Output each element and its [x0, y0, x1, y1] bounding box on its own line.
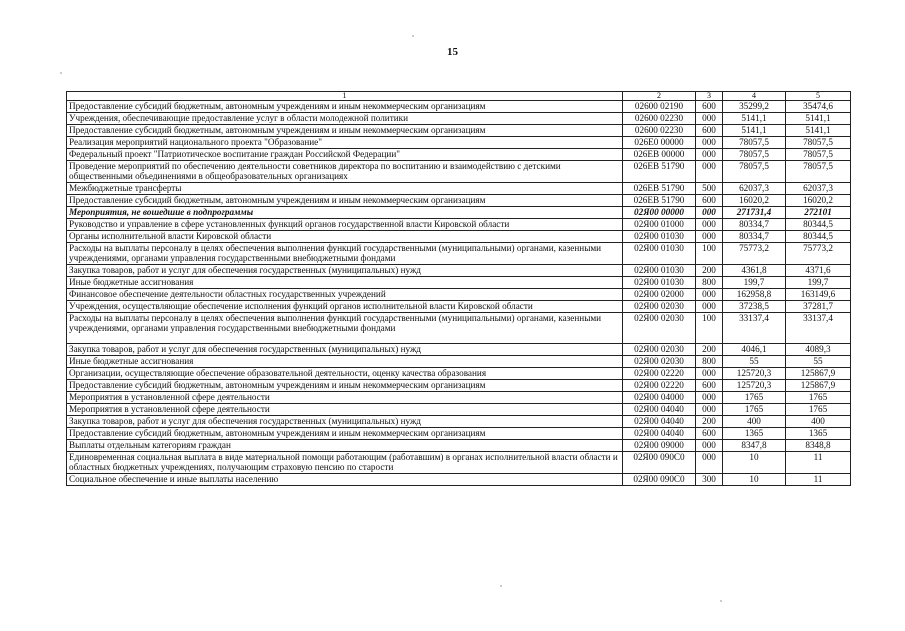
cell-y1: 75773,2 [723, 243, 786, 265]
cell-code: 02Я00 02030 [623, 344, 696, 356]
cell-name: Финансовое обеспечение деятельности областных государственных учреждений [67, 289, 623, 301]
budget-table [66, 91, 851, 486]
table-row [67, 380, 851, 392]
table-row [67, 301, 851, 313]
cell-y2: 80344,5 [786, 219, 851, 231]
table-row [67, 416, 851, 428]
table-row [67, 356, 851, 368]
cell-vr: 000 [696, 137, 723, 149]
cell-vr: 000 [696, 404, 723, 416]
table-row [67, 195, 851, 207]
table-row [67, 243, 851, 265]
scan-speck [412, 35, 414, 37]
cell-code: 026ЕВ 00000 [623, 149, 696, 161]
cell-code: 02Я00 090С0 [623, 474, 696, 486]
cell-vr: 200 [696, 344, 723, 356]
cell-name: Предоставление субсидий бюджетным, автономным учреждениям и иным некоммерческим организациям [67, 428, 623, 440]
cell-vr: 000 [696, 219, 723, 231]
cell-code: 02Я00 04040 [623, 416, 696, 428]
cell-y2: 125867,9 [786, 380, 851, 392]
cell-name: Расходы на выплаты персоналу в целях обеспечения выполнения функций государственными (муниципальными) органами, казенными учреждениями, органами управления государственными внебюджетными фондами [67, 243, 623, 265]
cell-y1: 125720,3 [723, 380, 786, 392]
cell-vr: 200 [696, 265, 723, 277]
table-row [67, 404, 851, 416]
cell-name: Закупка товаров, работ и услуг для обеспечения государственных (муниципальных) нужд [67, 416, 623, 428]
cell-code: 02Я00 01030 [623, 231, 696, 243]
cell-y2: 125867,9 [786, 368, 851, 380]
cell-vr: 100 [696, 243, 723, 265]
cell-name: Предоставление субсидий бюджетным, автономным учреждениям и иным некоммерческим организациям [67, 125, 623, 137]
cell-code: 02Я00 01030 [623, 243, 696, 265]
cell-y1: 62037,3 [723, 183, 786, 195]
cell-vr: 600 [696, 195, 723, 207]
cell-code: 02600 02190 [623, 101, 696, 113]
header-cell-year1: 4 [723, 92, 786, 101]
cell-vr: 600 [696, 380, 723, 392]
cell-y2: 78057,5 [786, 161, 851, 183]
cell-vr: 100 [696, 313, 723, 344]
cell-name: Реализация мероприятий национального проекта "Образование" [67, 137, 623, 149]
cell-code: 02600 02230 [623, 113, 696, 125]
header-cell-code: 2 [623, 92, 696, 101]
page-number: 15 [447, 46, 458, 58]
cell-name: Иные бюджетные ассигнования [67, 277, 623, 289]
cell-name: Руководство и управление в сфере установленных функций органов государственной власти Кировской области [67, 219, 623, 231]
cell-name: Федеральный проект "Патриотическое воспитание граждан Российской Федерации" [67, 149, 623, 161]
table-row [67, 344, 851, 356]
cell-y1: 10 [723, 452, 786, 474]
cell-y1: 5141,1 [723, 113, 786, 125]
cell-code: 02600 02230 [623, 125, 696, 137]
cell-y2: 272101 [786, 207, 851, 219]
cell-y2: 5141,1 [786, 113, 851, 125]
cell-code: 02Я00 02030 [623, 313, 696, 344]
cell-name: Межбюджетные трансферты [67, 183, 623, 195]
cell-vr: 600 [696, 101, 723, 113]
cell-y2: 80344,5 [786, 231, 851, 243]
scan-speck [500, 585, 502, 587]
cell-y2: 78057,5 [786, 137, 851, 149]
cell-y1: 1365 [723, 428, 786, 440]
table-row [67, 161, 851, 183]
cell-vr: 000 [696, 440, 723, 452]
cell-vr: 000 [696, 149, 723, 161]
cell-y2: 16020,2 [786, 195, 851, 207]
table-row [67, 265, 851, 277]
cell-code: 02Я00 01000 [623, 219, 696, 231]
cell-vr: 000 [696, 207, 723, 219]
cell-code: 02Я00 02030 [623, 301, 696, 313]
cell-y1: 8347,8 [723, 440, 786, 452]
table-row [67, 125, 851, 137]
cell-y1: 80334,7 [723, 219, 786, 231]
cell-name: Закупка товаров, работ и услуг для обеспечения государственных (муниципальных) нужд [67, 344, 623, 356]
cell-name: Органы исполнительной власти Кировской области [67, 231, 623, 243]
cell-vr: 000 [696, 113, 723, 125]
cell-y1: 400 [723, 416, 786, 428]
cell-y2: 5141,1 [786, 125, 851, 137]
cell-code: 02Я00 02000 [623, 289, 696, 301]
cell-code: 02Я00 02220 [623, 380, 696, 392]
table-header-row [67, 92, 851, 101]
cell-code: 02Я00 01030 [623, 277, 696, 289]
cell-y1: 37238,5 [723, 301, 786, 313]
cell-code: 02Я00 04040 [623, 428, 696, 440]
cell-name: Учреждения, обеспечивающие предоставление услуг в области молодежной политики [67, 113, 623, 125]
cell-vr: 000 [696, 368, 723, 380]
cell-y1: 199,7 [723, 277, 786, 289]
cell-name: Организации, осуществляющие обеспечение образовательной деятельности, оценку качества образования [67, 368, 623, 380]
cell-name: Мероприятия в установленной сфере деятельности [67, 392, 623, 404]
cell-name: Мероприятия, не вошедшие в подпрограммы [67, 207, 623, 219]
cell-code: 02Я00 090С0 [623, 452, 696, 474]
cell-code: 02Я00 00000 [623, 207, 696, 219]
cell-y2: 37281,7 [786, 301, 851, 313]
cell-y1: 1765 [723, 404, 786, 416]
cell-y2: 4089,3 [786, 344, 851, 356]
cell-y1: 5141,1 [723, 125, 786, 137]
cell-code: 026ЕВ 51790 [623, 161, 696, 183]
cell-y1: 55 [723, 356, 786, 368]
cell-y2: 199,7 [786, 277, 851, 289]
cell-y2: 163149,6 [786, 289, 851, 301]
cell-y1: 78057,5 [723, 149, 786, 161]
header-cell-name: 1 [67, 92, 623, 101]
table-row [67, 440, 851, 452]
scan-speck [720, 600, 722, 602]
cell-code: 02Я00 02030 [623, 356, 696, 368]
cell-vr: 600 [696, 125, 723, 137]
cell-vr: 800 [696, 356, 723, 368]
cell-y2: 1365 [786, 428, 851, 440]
cell-y2: 1765 [786, 392, 851, 404]
cell-vr: 300 [696, 474, 723, 486]
cell-y2: 55 [786, 356, 851, 368]
cell-name: Мероприятия в установленной сфере деятельности [67, 404, 623, 416]
cell-name: Социальное обеспечение и иные выплаты населению [67, 474, 623, 486]
cell-vr: 500 [696, 183, 723, 195]
cell-code: 02Я00 09000 [623, 440, 696, 452]
cell-y1: 4046,1 [723, 344, 786, 356]
cell-vr: 800 [696, 277, 723, 289]
cell-name: Предоставление субсидий бюджетным, автономным учреждениям и иным некоммерческим организациям [67, 101, 623, 113]
cell-name: Предоставление субсидий бюджетным, автономным учреждениям и иным некоммерческим организациям [67, 195, 623, 207]
cell-vr: 200 [696, 416, 723, 428]
table-row [67, 101, 851, 113]
cell-y2: 11 [786, 452, 851, 474]
table-row [67, 474, 851, 486]
cell-y2: 4371,6 [786, 265, 851, 277]
cell-code: 026ЕВ 51790 [623, 195, 696, 207]
cell-y1: 4361,8 [723, 265, 786, 277]
cell-code: 02Я00 04000 [623, 392, 696, 404]
table-row [67, 368, 851, 380]
table-row [67, 313, 851, 344]
cell-y1: 78057,5 [723, 137, 786, 149]
table-row [67, 231, 851, 243]
table-row [67, 207, 851, 219]
cell-vr: 000 [696, 231, 723, 243]
cell-y1: 80334,7 [723, 231, 786, 243]
cell-vr: 000 [696, 392, 723, 404]
cell-y1: 16020,2 [723, 195, 786, 207]
table-row [67, 137, 851, 149]
header-cell-vr: 3 [696, 92, 723, 101]
cell-vr: 000 [696, 289, 723, 301]
cell-name: Предоставление субсидий бюджетным, автономным учреждениям и иным некоммерческим организациям [67, 380, 623, 392]
cell-y2: 11 [786, 474, 851, 486]
cell-code: 026Е0 00000 [623, 137, 696, 149]
cell-y2: 8348,8 [786, 440, 851, 452]
cell-name: Выплаты отдельным категориям граждан [67, 440, 623, 452]
cell-code: 02Я00 01030 [623, 265, 696, 277]
table-row [67, 149, 851, 161]
header-cell-year2: 5 [786, 92, 851, 101]
cell-code: 02Я00 04040 [623, 404, 696, 416]
cell-name: Расходы на выплаты персоналу в целях обеспечения выполнения функций государственными (муниципальными) органами, казенными учреждениями, органами управления государственными внебюджетными фондами [67, 313, 623, 344]
cell-y1: 162958,8 [723, 289, 786, 301]
cell-y2: 78057,5 [786, 149, 851, 161]
cell-y1: 125720,3 [723, 368, 786, 380]
cell-name: Единовременная социальная выплата в виде материальной помощи работающим (работавшим) в органах исполнительной власти области и областных бюджетных учреждениях, получающим страховую пенсию по старости [67, 452, 623, 474]
cell-code: 026ЕВ 51790 [623, 183, 696, 195]
cell-y1: 10 [723, 474, 786, 486]
cell-y2: 62037,3 [786, 183, 851, 195]
table-row [67, 452, 851, 474]
cell-y2: 1765 [786, 404, 851, 416]
cell-y2: 35474,6 [786, 101, 851, 113]
table-row [67, 113, 851, 125]
cell-vr: 000 [696, 161, 723, 183]
table-row [67, 392, 851, 404]
cell-y2: 400 [786, 416, 851, 428]
cell-y1: 78057,5 [723, 161, 786, 183]
cell-name: Проведение мероприятий по обеспечению деятельности советников директора по воспитанию и взаимодействию с детскими общественными объединениями в общеобразовательных организациях [67, 161, 623, 183]
cell-code: 02Я00 02220 [623, 368, 696, 380]
cell-y1: 1765 [723, 392, 786, 404]
table-row [67, 428, 851, 440]
cell-name: Учреждения, осуществляющие обеспечение исполнения функций органов исполнительной власти Кировской области [67, 301, 623, 313]
table-row [67, 219, 851, 231]
cell-vr: 600 [696, 428, 723, 440]
table-row [67, 183, 851, 195]
cell-y1: 33137,4 [723, 313, 786, 344]
table-row [67, 289, 851, 301]
cell-name: Иные бюджетные ассигнования [67, 356, 623, 368]
cell-y2: 75773,2 [786, 243, 851, 265]
cell-y1: 35299,2 [723, 101, 786, 113]
cell-name: Закупка товаров, работ и услуг для обеспечения государственных (муниципальных) нужд [67, 265, 623, 277]
scan-speck [60, 72, 62, 74]
cell-vr: 000 [696, 301, 723, 313]
cell-vr: 000 [696, 452, 723, 474]
table-row [67, 277, 851, 289]
cell-y2: 33137,4 [786, 313, 851, 344]
cell-y1: 271731,4 [723, 207, 786, 219]
